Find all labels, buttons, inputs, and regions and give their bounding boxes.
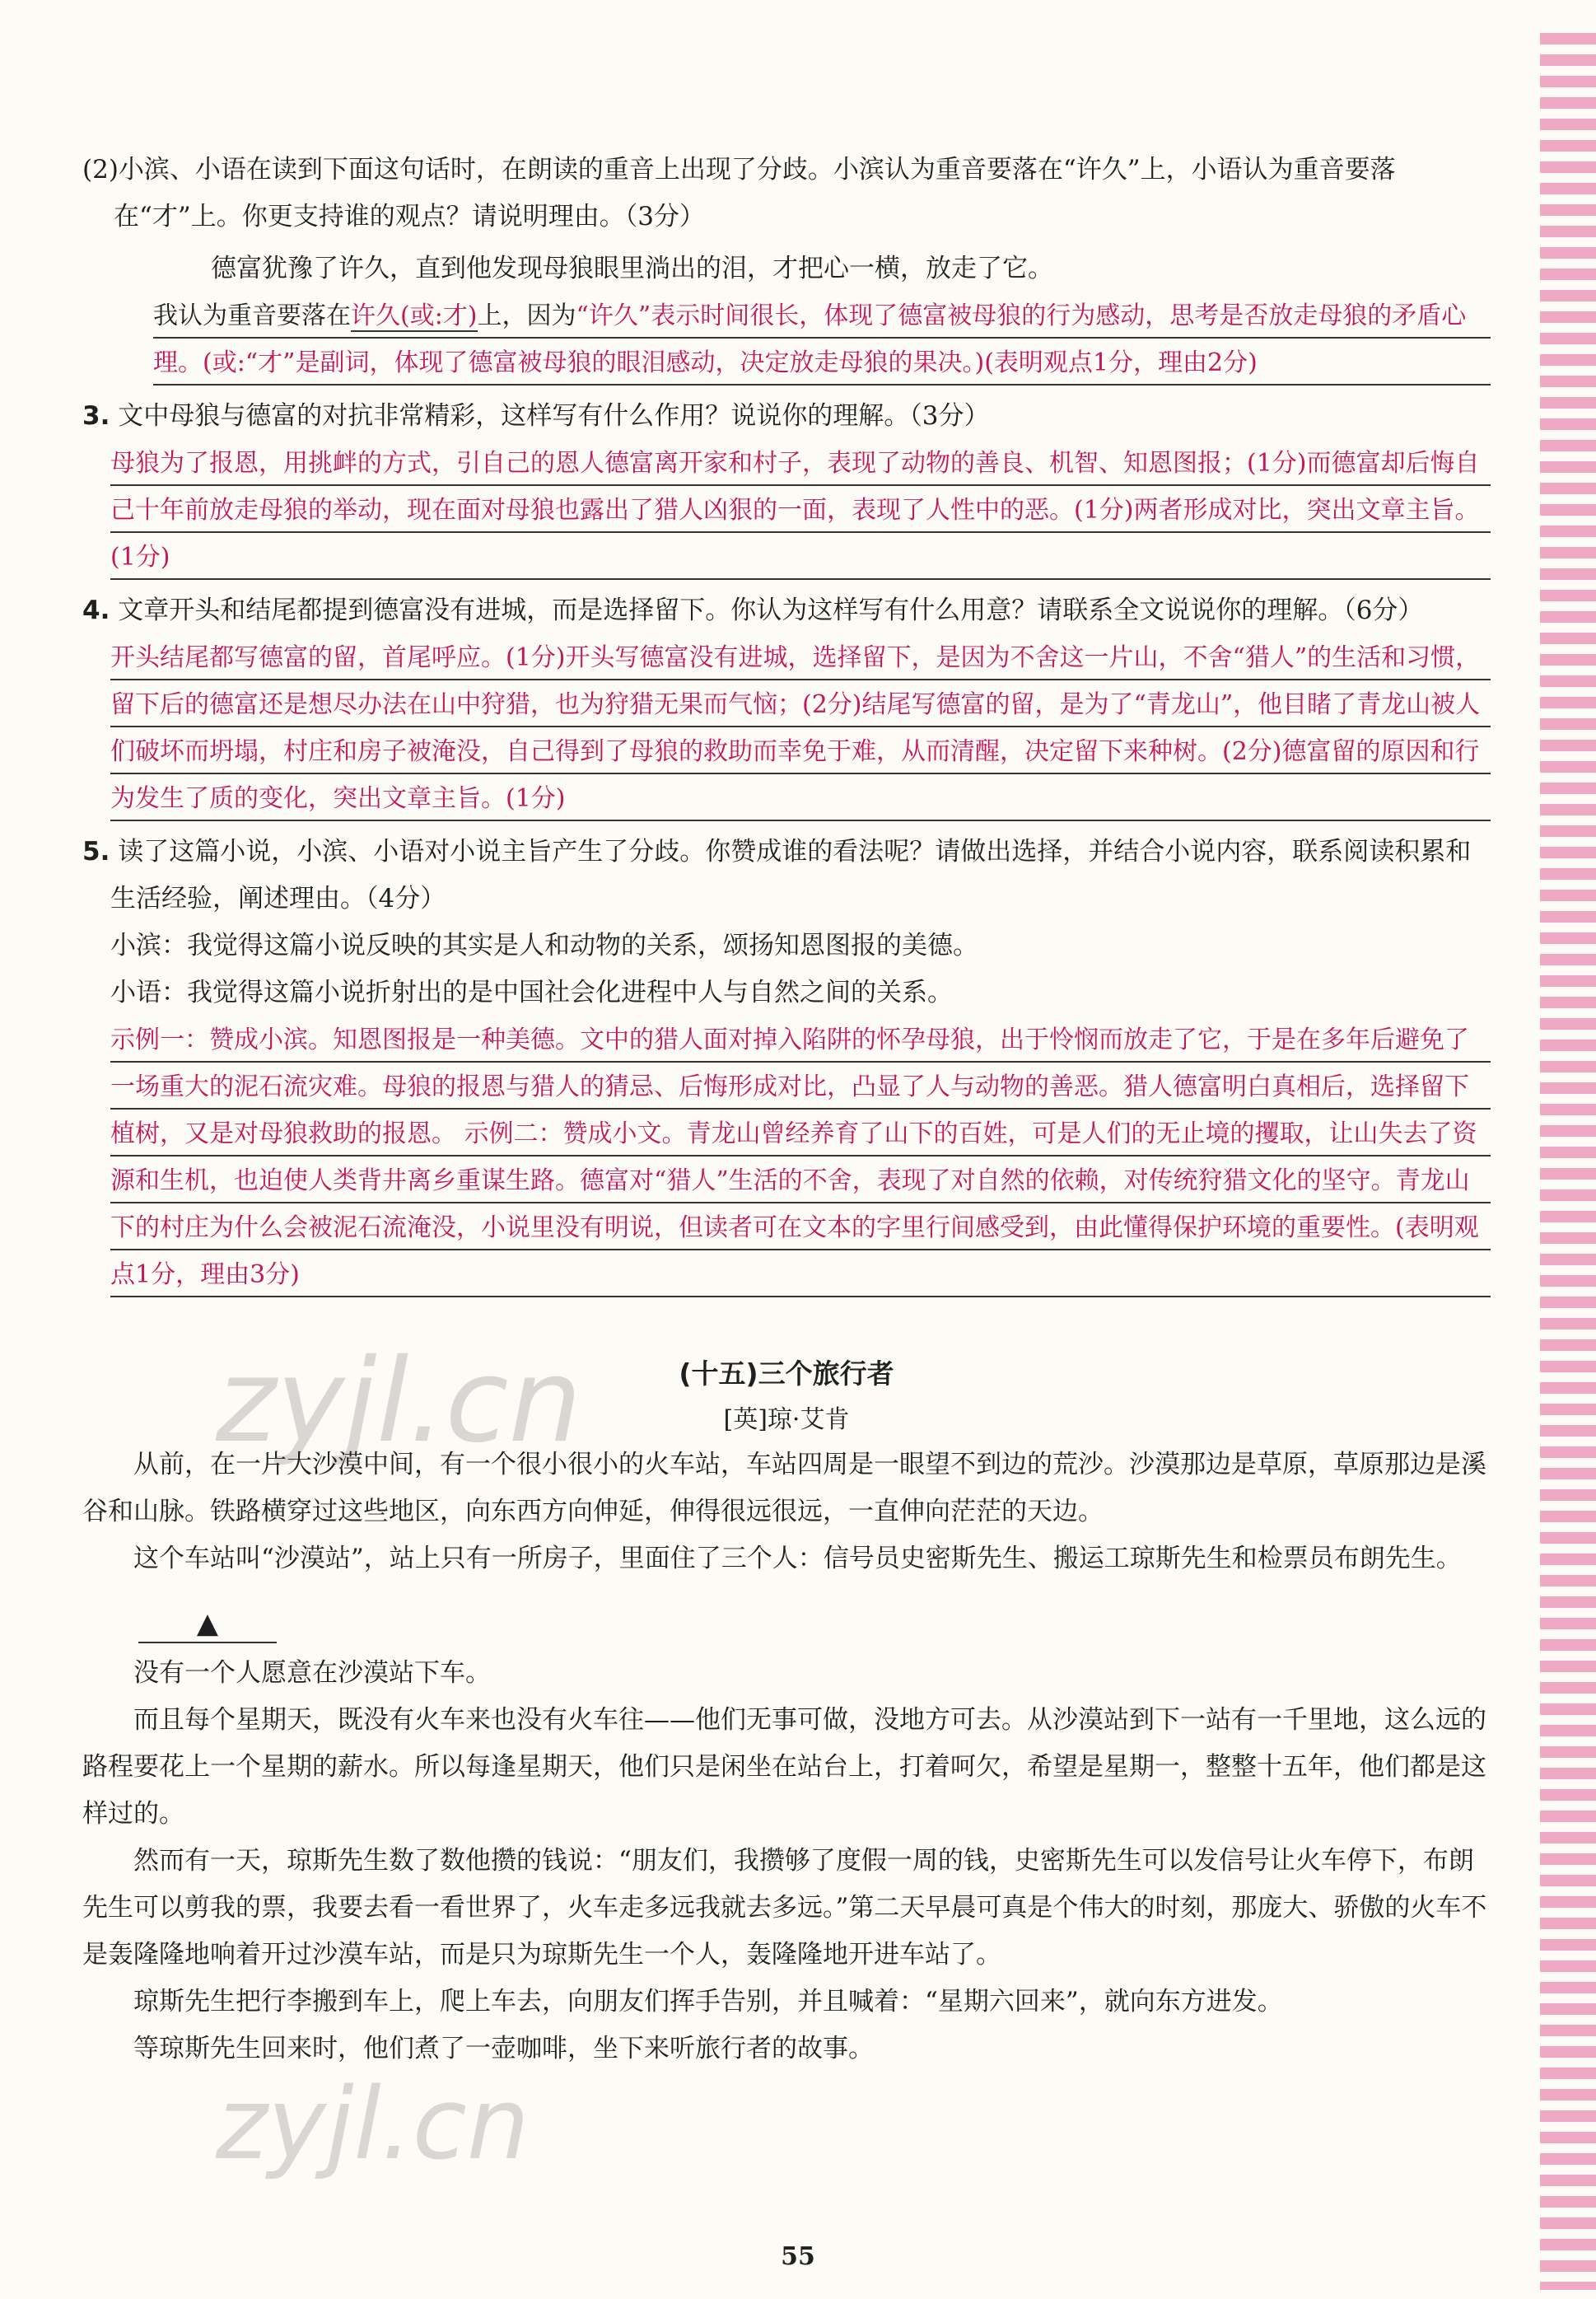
story-title: (十五)三个旅行者 [679, 1357, 894, 1390]
q5-view-xiaoyu: 小语：我觉得这篇小说折射出的是中国社会化进程中人与自然之间的关系。 [110, 978, 953, 1007]
q2-answer-mid: 上，因为 [477, 301, 576, 330]
q5-prompt [82, 829, 1491, 923]
q4-answer: 开头结尾都写德富的留，首尾呼应。(1分)开头写德富没有进城，选择留下，是因为不舍这一片山，不舍“猎人”的生活和习惯，留下后的德富还是想尽办法在山中狩猎，也为狩猎无果而气恼；(2分)结尾写德富的留，是为了“青龙山”，他目睹了青龙山被人们破坏而坍塌，村庄和房子被淹没，自己得到了母狼的救助而幸免于难，从而清醒，决定留下来种树。(2分)德富留的原因和行为发生了质的变化，突出文章主旨。(1分) [110, 634, 1491, 822]
q5-view-xiaobin: 小滨：我觉得这篇小说反映的其实是人和动物的关系，颂扬知恩图报的美德。 [110, 931, 978, 960]
q3-text: 文中母狼与德富的对抗非常精彩，这样写有什么作用？说说你的理解。（3分） [118, 401, 990, 431]
story-paragraph-5: 然而有一天，琼斯先生数了数他攒的钱说：“朋友们，我攒够了度假一周的钱，史密斯先生可以发信号让火车停下，布朗先生可以剪我的票，我要去看一看世界了，火车走多远我就去多远。”第二天早晨可真是个伟大的时刻，那庞大、骄傲的火车不是轰隆隆地响着开过沙漠车站，而是只为琼斯先生一个人，轰隆隆地开进车站了。 [82, 1846, 1487, 1970]
watermark: zyjl.cn [216, 1334, 582, 1469]
q2-answer-fill2: “许久”表示时间很长，体现了德富被母狼的行为感动，思考是否放走母狼的矛盾心理。(或:“才”是副词，体现了德富被母狼的眼泪感动，决定放走母狼的果决。)(表明观点1分，理由2分) [153, 301, 1467, 377]
q5-number: 5. [82, 837, 110, 867]
fill-blank-line: ▲ [138, 1605, 277, 1643]
q5-text: 读了这篇小说，小滨、小语对小说主旨产生了分歧。你赞成谁的看法呢？请做出选择，并结合小说内容，联系阅读积累和生活经验，阐述理由。（4分） [110, 837, 1472, 914]
q4-text: 文章开头和结尾都提到德富没有进城，而是选择留下。你认为这样写有什么用意？请联系全文说说你的理解。（6分） [118, 596, 1424, 625]
q4-prompt [82, 587, 1491, 634]
q3-answer: 母狼为了报恩，用挑衅的方式，引自己的恩人德富离开家和村子，表现了动物的善良、机智、知恩图报；(1分)而德富却后悔自己十年前放走母狼的举动，现在面对母狼也露出了猎人凶狠的一面，表现了人性中的恶。(1分)两者形成对比，突出文章主旨。(1分) [110, 440, 1491, 581]
story-paragraph-7: 等琼斯先生回来时，他们煮了一壶咖啡，坐下来听旅行者的故事。 [133, 2034, 874, 2063]
q4-number: 4. [82, 596, 110, 625]
page-content [82, 147, 1491, 2072]
q2-quote: 德富犹豫了许久，直到他发现母狼眼里淌出的泪，才把心一横，放走了它。 [211, 254, 1053, 283]
watermark-bottom: zyjl.cn [216, 2068, 530, 2182]
q2-answer-fill1: 许久(或:才) [351, 301, 478, 330]
q3-prompt [82, 393, 1491, 440]
story-author: [英]琼·艾肯 [723, 1405, 850, 1434]
pink-edge-strip [1540, 33, 1596, 2290]
story-paragraph-1: 从前，在一片大沙漠中间，有一个很小很小的火车站，车站四周是一眼望不到边的荒沙。沙漠那边是草原，草原那边是溪谷和山脉。铁路横穿过这些地区，向东西方向伸延，伸得很远很远，一直伸向茫茫的天边。 [82, 1450, 1486, 1526]
q3-number: 3. [82, 401, 110, 431]
story-paragraph-2: 这个车站叫“沙漠站”，站上只有一所房子，里面住了三个人：信号员史密斯先生、搬运工琼斯先生和检票员布朗先生。 [133, 1544, 1462, 1573]
page-number: 55 [781, 2242, 815, 2271]
story-paragraph-4: 而且每个星期天，既没有火车来也没有火车往——他们无事可做，没地方可去。从沙漠站到下一站有一千里地，这么远的路程要花上一个星期的薪水。所以每逢星期天，他们只是闲坐在站台上，打着呵欠，希望是星期一，整整十五年，他们都是这样过的。 [82, 1705, 1486, 1829]
story-paragraph-6: 琼斯先生把行李搬到车上，爬上车去，向朋友们挥手告别，并且喊着：“星期六回来”，就向东方进发。 [133, 1987, 1283, 2016]
q2-answer [82, 292, 1491, 386]
q5-answer: 示例一：赞成小滨。知恩图报是一种美德。文中的猎人面对掉入陷阱的怀孕母狼，出于怜悯而放走了它，于是在多年后避免了一场重大的泥石流灾难。母狼的报恩与猎人的猜忌、后悔形成对比，凸显了人与动物的善恶。猎人德富明白真相后，选择留下植树，又是对母狼救助的报恩。 示例二：赞成小文。青龙山曾经养育了山下的百姓，可是人们的无止境的攫取，让山失去了资源和生机，也迫使人类背井离乡重谋生路。德富对“猎人”生活的不舍，表现了对自然的依赖，对传统狩猎文化的坚守。青龙山下的村庄为什么会被泥石流淹没，小说里没有明说，但读者可在文本的字里行间感受到，由此懂得保护环境的重要性。(表明观点1分，理由3分) [110, 1016, 1491, 1298]
q2-answer-prefix: 我认为重音要落在 [153, 301, 351, 330]
story-paragraph-3: 没有一个人愿意在沙漠站下车。 [133, 1658, 491, 1688]
q2-prompt: (2)小滨、小语在读到下面这句话时，在朗读的重音上出现了分歧。小滨认为重音要落在“许久”上，小语认为重音要落在“才”上。你更支持谁的观点？请说明理由。（3分） [82, 155, 1396, 231]
